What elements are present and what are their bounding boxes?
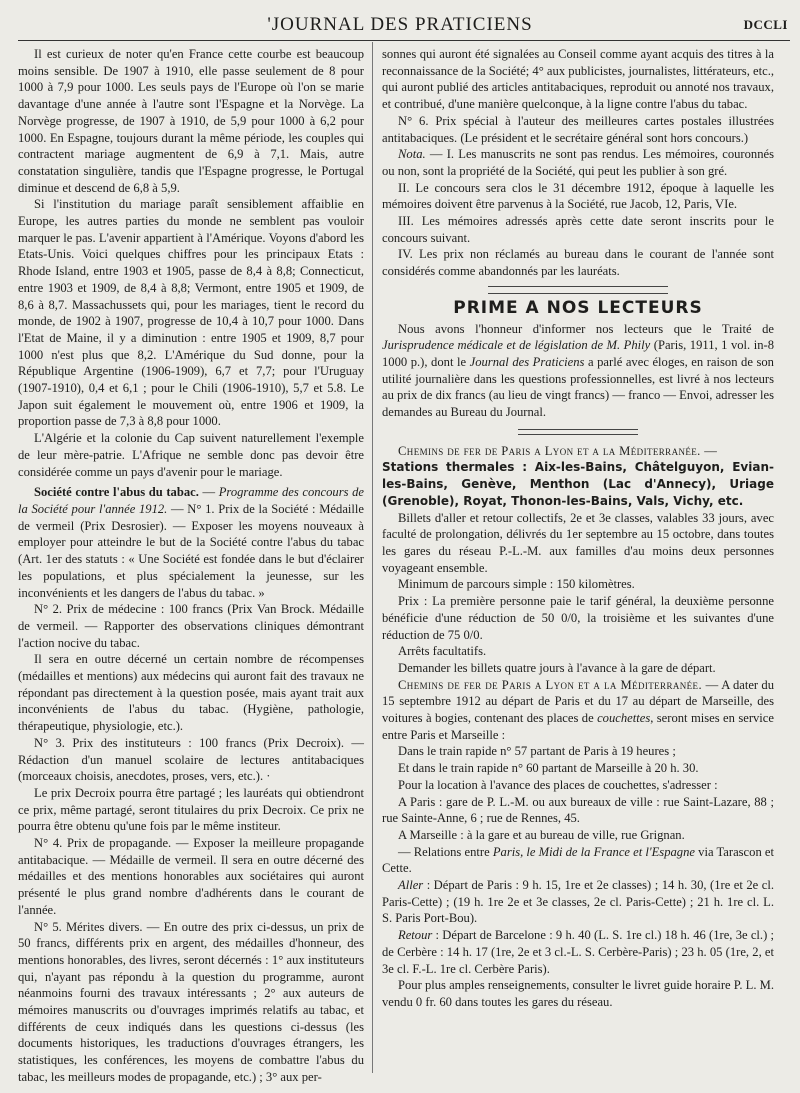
nota-3: III. Les mémoires adressés après cette date seront inscrits pour le concours suivant. <box>382 214 774 245</box>
tabac-heading: Société contre l'abus du tabac. <box>34 485 199 500</box>
nota-label: Nota. <box>398 147 426 162</box>
paris-bureaux: A Paris : gare de P. L.-M. ou aux bureaux de ville : rue Saint-Lazare, 88 ; rue Sainte-Anne, 6 ; rue de Rennes, 45. <box>382 794 774 826</box>
tabac-prize-2: N° 2. Prix de médecine : 100 francs (Prix Van Brock. Médaille de vermeil. — Rapporter des observations cliniques démontrant l'action nocive du tabac. <box>18 602 364 650</box>
prime-paragraph: Nous avons l'honneur d'informer nos lecteurs que le Traité de Jurisprudence médicale et de législation de M. Phily (Paris, 1911, 1 vol. in-8 1000 p.), dont le Journal des Praticiens a parlé avec éloges, en raison de son utilité journalière dans les questions professionnelles, est livré à nos lecteurs au prix de dix francs (au lieu de vingt francs) — franco — Envoi, adresser les demandes au Bureau du Journal. <box>382 321 774 420</box>
train-57: Dans le train rapide n° 57 partant de Paris à 19 heures ; <box>398 744 676 759</box>
paragraph-algeria: L'Algérie et la colonie du Cap suivent naturellement l'exemple de leur mère-patrie. L'Afrique ne semble donc pas devoir être considérée comme un pays d'avenir pour le mariage. <box>18 431 364 479</box>
paragraph-world-marriage: Si l'institution du mariage paraît sensiblement affaiblie en Europe, les autres parties du monde ne semblent pas vouloir marquer le pas. L'avenir appartient à l'Amérique. Voyons d'abord les Etats-Unis. Voici quelques chiffres pour les principaux Etats : Rhode Island, entre 1903 et 1905, passe de 8,4 à 8,8; Connecticut, entre 1903 et 1909, de 8,4 à 8,8; Vermont, entre 1905 et 1909, de 8,6 à 8,7. Massachussets qui, pour les mariages, tient le record du monde, de 1902 à 1907, progresse de 10,4 à 10,7 pour 1000. Dans l'Etat de Maine, il y a diminution : entre 1905 et 1909, 8,7 pour 1000 n'est plus que 8,2. L'Amérique du Sud donne, pour la République Argentine (1906-1909), 6,7 et 7,7; pour l'Uruguay (1907-1910), 0,4 et 6,1 ; pour le Chili (1906-1910), 5,7 et 5.8. Le Japon suit également le mouvement où, entre 1906 et 1909, la proportion passe de 7,3 à 8,8 pour 1000. <box>18 197 364 429</box>
marseille-bureaux: A Marseille : à la gare et au bureau de ville, rue Grignan. <box>398 827 685 842</box>
plm-billets: Billets d'aller et retour collectifs, 2e et 3e classes, valables 33 jours, avec faculté de prolongation, délivrés du 1er septembre au 15 octobre, dans toutes les gares du réseau P.-L.-M. aux familles d'au moins deux personnes voyageant ensemble. <box>382 510 774 575</box>
nota-2: II. Le concours sera clos le 31 décembre 1912, époque à laquelle les mémoires doivent être parvenus à la Société, rue Jacob, 12, Paris, VIe. <box>382 180 774 212</box>
tabac-prize-1: — N° 1. Prix de la Société : Médaille de vermeil (Prix Desrosier). — Exposer les moyens nouveaux à employer pour atteindre le but de la Société contre l'abus du tabac (Art. 1er des statuts : « Une Société est fondée dans le but d'éclairer les populations, et plus spécialement la jeunesse, sur les inconvénients et les dangers de l'abus du tabac. » <box>18 501 364 600</box>
page-number: DCCLI <box>743 17 788 32</box>
tabac-decroix: Le prix Decroix pourra être partagé ; les lauréats qui obtiendront ce prix, même partagé, seront titulaires du prix Decroix. Ce prix ne pourra être obtenu qu'une fois par le même institeur. <box>18 785 364 834</box>
tabac-prize-3: N° 3. Prix des instituteurs : 100 francs (Prix Decroix). — Rédaction d'un manuel scolaire de lectures antitabaciques (morceaux choisis, anecdotes, proses, vers, etc.). · <box>18 735 364 784</box>
train-60: Et dans le train rapide n° 60 partant de Marseille à 20 h. 30. <box>398 761 699 776</box>
plm-prix: Prix : La première personne paie le tarif général, la deuxième personne bénéficie d'une réduction de 50 0/0, la troisième et les suivantes d'une réduction de 75 0/0. <box>382 594 774 642</box>
plm-couchettes: Chemins de fer de Paris a Lyon et a la Méditerranée. — A dater du 15 septembre 1912 au départ de Paris et du 17 au départ de Marseille, des voitures à bogies, contenant des places de couchettes, seront mises en service entre Paris et Marseille : <box>382 677 774 742</box>
ornament-rule <box>488 286 668 294</box>
prime-heading: PRIME A NOS LECTEURS <box>453 297 703 318</box>
plm-arrets: Arrêts facultatifs. <box>398 644 487 659</box>
tabac-prize-6: N° 6. Prix spécial à l'auteur des meilleures cartes postales illustrées antitabaciques. (Le président et le secrétaire général sont hors concours.) <box>382 113 774 145</box>
tabac-prize-4: N° 4. Prix de propagande. — Exposer la meilleure propagande antitabacique. — Médaille de vermeil. Il sera en outre décerné des médailles et des mentions honorables aux sociétaires qui auront présenté le plus grand nombre d'adhérents dans le courant de l'année. <box>18 836 364 917</box>
renseignements: Pour plus amples renseignements, consulter le livret guide horaire P. L. M. vendu 0 fr. 60 dans toutes les gares du réseau. <box>382 978 774 1009</box>
nota-1: Nota. — I. Les manuscrits ne sont pas rendus. Les mémoires, couronnés ou non, sont la propriété de la Société, qui peut les publier à son gré. <box>382 147 774 178</box>
left-column <box>18 46 364 1084</box>
nota-4: IV. Les prix non réclamés au bureau dans le courant de l'année sont considérés comme abandonnés par les lauréats. <box>382 247 774 279</box>
ornament-rule-small <box>518 429 638 435</box>
tabac-rewards: Il sera en outre décerné un certain nombre de récompenses (médailles et mentions) aux médecins qui auront fait des travaux ne répondant pas directement à la question posée, mais ayant trait aux inconvénients de l'abus du tabac. (Hygiène, pathologie, thérapeutique, physiologie, etc.). <box>18 652 364 734</box>
location-couchettes: Pour la location à l'avance des places de couchettes, s'adresser : <box>398 777 718 792</box>
plm-heading-1: Chemins de fer de Paris a Lyon et a la Méditerranée. — <box>398 443 718 458</box>
relations-espagne: — Relations entre Paris, le Midi de la France et l'Espagne via Tarascon et Cette. <box>382 844 774 876</box>
plm-heading-2: Chemins de fer de Paris a Lyon et a la Méditerranée. — <box>398 677 719 692</box>
header-rule <box>18 40 790 41</box>
plm-minimum: Minimum de parcours simple : 150 kilomètres. <box>398 577 635 592</box>
journal-title: 'JOURNAL DES PRATICIENS <box>267 14 533 35</box>
tabac-programme: Programme des concours de la Société pour l'année 1912. <box>18 485 364 516</box>
tabac-prize-5: N° 5. Mérites divers. — En outre des prix ci-dessus, un prix de 50 francs, différents prix en argent, des médailles d'honneur, des mentions honorables, des livres, seront décernés : 1° aux instituteurs qui, n'ayant pas répondu à la question du programme, auront néanmoins fourni des travaux intéressants ; 2° aux auteurs de mémoires manuscrits ou d'ouvrages imprimés relatifs au tabac, et différents de ceux indiqués dans les questions ci-dessus (les documents historiques, les traductions d'ouvrages étrangers, les statistiques, les conférences, les moyens de combattre l'abus du tabac, les meilleurs modes de propagande, etc.) ; 3° aux per- <box>18 919 364 1084</box>
right-column <box>382 46 774 1081</box>
tabac-continued: sonnes qui auront été signalées au Conseil comme ayant acquis des titres à la reconnaissance de la Société; 4° aux publicistes, journalistes, littérateurs, etc., qui auront publié des articles antitabaciques, reproduit ou annoté nos travaux, et contribué, d'une manière quelconque, à la ligne contre l'abus du tabac. <box>382 47 774 112</box>
page-header <box>0 10 800 40</box>
paragraph-france-curve: Il est curieux de noter qu'en France cette courbe est beaucoup moins sensible. De 1907 à 1910, elle passe seulement de 8 pour 1000 à 7,9 pour 1000. Les seuls pays de l'Europe où l'on se marie davantage d'une année à l'autre sont l'Espagne et la Norvège. La Norvège progresse, de 1907 à 1910, de 5,9 pour 1000 à 6,2 pour 1000. En Espagne, toujours durant la même période, les couples qui contractent mariage augmentent de 6,9 à 7,1. Mais, autre constatation singulière, tandis que l'Espagne progresse, le Portugal diminue et descend de 6,8 à 5,9. <box>18 47 364 195</box>
stations-thermales: Stations thermales : Aix-les-Bains, Châtelguyon, Evian-les-Bains, Genève, Menthon (Lac d'Annecy), Uriage (Grenoble), Royat, Thonon-les-Bains, Vals, Vichy, etc. <box>382 460 774 508</box>
horaire-aller: Aller : Départ de Paris : 9 h. 15, 1re et 2e classes) ; 14 h. 30, (1re et 2e cl. Paris-Cette) ; (19 h. 1re 2e et 3e classes, 2e cl. Paris-Cette) ; 21 h. 1re cl. L. S. Paris Port-Bou). <box>382 878 774 926</box>
plm-demander: Demander les billets quatre jours à l'avance à la gare de départ. <box>398 660 716 675</box>
tabac-intro: Société contre l'abus du tabac. — Programme des concours de la Société pour l'année 1912. — N° 1. Prix de la Société : Médaille de vermeil (Prix Desrosier). — Exposer les moyens nouveaux à employer pour atteindre le but de la Société contre l'abus du tabac (Art. 1er des statuts : « Une Société est fondée dans le but d'éclairer les populations, et plus spécialement la jeunesse, sur les inconvénients et les dangers de l'abus du tabac. » <box>18 485 364 600</box>
column-separator <box>372 42 373 1073</box>
horaire-retour: Retour : Départ de Barcelone : 9 h. 40 (L. S. 1re cl.) 18 h. 46 (1re, 3e cl.) ; de Cerbère : 14 h. 17 (1re, 2e et 3 cl.-L. S. Cerbère-Paris) ; 23 h. 05 (1re, 2, et 3e cl. F.-L. 1re cl. Cerbère Paris). <box>382 928 774 976</box>
